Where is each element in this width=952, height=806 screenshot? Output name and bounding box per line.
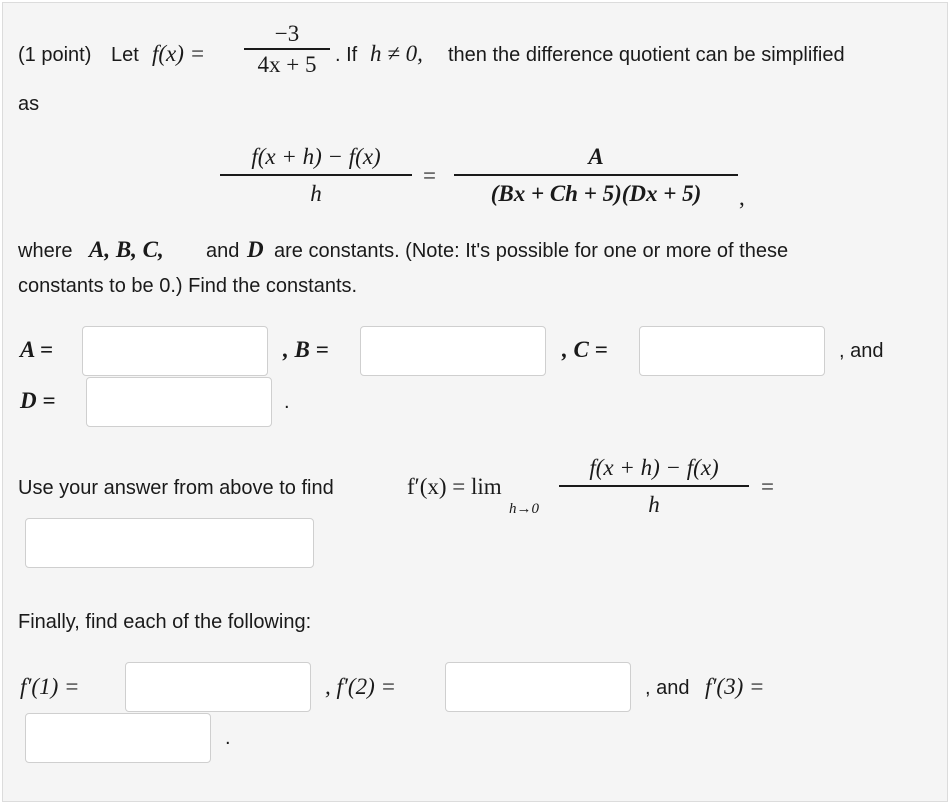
dq-fraction [220, 145, 412, 205]
let-text: Let [111, 44, 139, 66]
fprime-input[interactable] [25, 518, 314, 568]
dq-denominator: h [310, 180, 322, 206]
dq-equals: = [423, 163, 436, 188]
then-text: then the difference quotient can be simplified [448, 44, 845, 66]
limit-numerator: f(x + h) − f(x) [589, 455, 719, 480]
if-text: . If [335, 44, 358, 66]
f1-label: f′(1) = [20, 674, 80, 699]
dq-numerator: f(x + h) − f(x) [251, 144, 381, 169]
constant-d: D [247, 237, 264, 262]
a-input[interactable] [82, 326, 268, 376]
b-input[interactable] [360, 326, 546, 376]
fx-numerator: −3 [274, 21, 300, 46]
fx-label: f(x) = [152, 41, 206, 66]
f3-period: . [225, 727, 231, 749]
rhs-numerator: A [588, 144, 604, 169]
b-label: , B = [283, 337, 329, 362]
fprime-lim: f′(x) = lim [407, 474, 502, 499]
limit-fraction [559, 456, 749, 516]
limit-denominator: h [648, 491, 660, 517]
finally-prompt: Finally, find each of the following: [18, 611, 312, 633]
rhs-fraction [454, 145, 738, 205]
d-label: D = [20, 388, 56, 413]
rhs-denominator: (Bx + Ch + 5)(Dx + 5) [490, 180, 702, 206]
f3-input[interactable] [25, 713, 211, 763]
f2-label: , f′(2) = [325, 674, 397, 699]
limit-equals: = [761, 474, 774, 499]
as-text: as [18, 93, 40, 115]
derivative-prompt: Use your answer from above to find [18, 477, 334, 499]
a-label: A = [20, 337, 53, 362]
lim-subscript: h→0 [509, 501, 539, 517]
c-label: , C = [562, 337, 608, 362]
d-input[interactable] [86, 377, 272, 427]
where-suffix: are constants. (Note: It's possible for one or more of these [274, 240, 789, 262]
and-text-final: , and [645, 677, 690, 699]
constants-list: A, B, C, [89, 237, 164, 262]
limit-fraction-bar [559, 485, 749, 487]
dq-fraction-bar [220, 174, 412, 176]
f2-input[interactable] [445, 662, 631, 712]
d-period: . [284, 391, 290, 413]
c-input[interactable] [639, 326, 825, 376]
where-line2: constants to be 0.) Find the constants. [18, 275, 358, 297]
and-text: and [206, 240, 240, 262]
fx-fraction-bar [244, 48, 330, 50]
f3-label: f′(3) = [705, 674, 765, 699]
f1-input[interactable] [125, 662, 311, 712]
fx-denominator: 4x + 5 [257, 51, 317, 77]
and-text-constants: , and [839, 340, 884, 362]
points-label: (1 point) [18, 44, 92, 66]
where-text: where [18, 240, 73, 262]
rhs-comma: , [739, 185, 745, 210]
fx-fraction [244, 22, 330, 76]
rhs-fraction-bar [454, 174, 738, 176]
h-neq-zero: h ≠ 0, [370, 41, 423, 66]
